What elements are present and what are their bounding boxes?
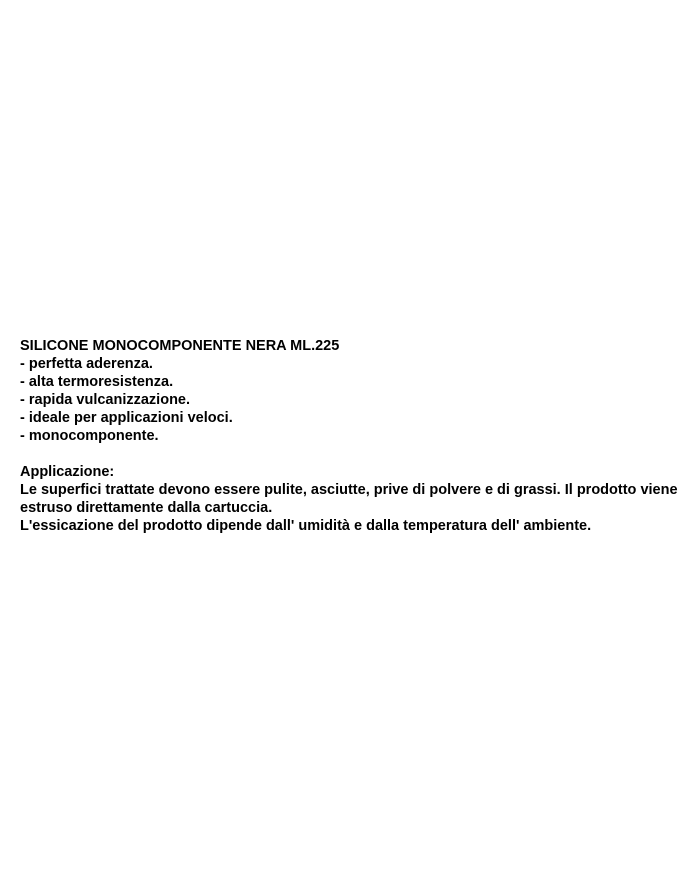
feature-item: - ideale per applicazioni veloci. xyxy=(20,410,233,426)
feature-item: - rapida vulcanizzazione. xyxy=(20,392,191,408)
application-paragraph: Le superfici trattate devono essere pulite, asciutte, prive di polvere e di grassi. Il prodotto viene estruso direttamente dalla cartuccia. xyxy=(20,482,678,516)
spacer xyxy=(20,445,680,463)
feature-item: - perfetta aderenza. xyxy=(20,356,153,372)
feature-item: - monocomponente. xyxy=(20,428,159,444)
product-description xyxy=(20,337,680,535)
product-title: SILICONE MONOCOMPONENTE NERA ML.225 xyxy=(20,338,340,354)
feature-item: - alta termoresistenza. xyxy=(20,374,174,390)
application-heading: Applicazione: xyxy=(20,464,115,480)
application-paragraph: L'essicazione del prodotto dipende dall' umidità e dalla temperatura dell' ambiente. xyxy=(20,518,592,534)
